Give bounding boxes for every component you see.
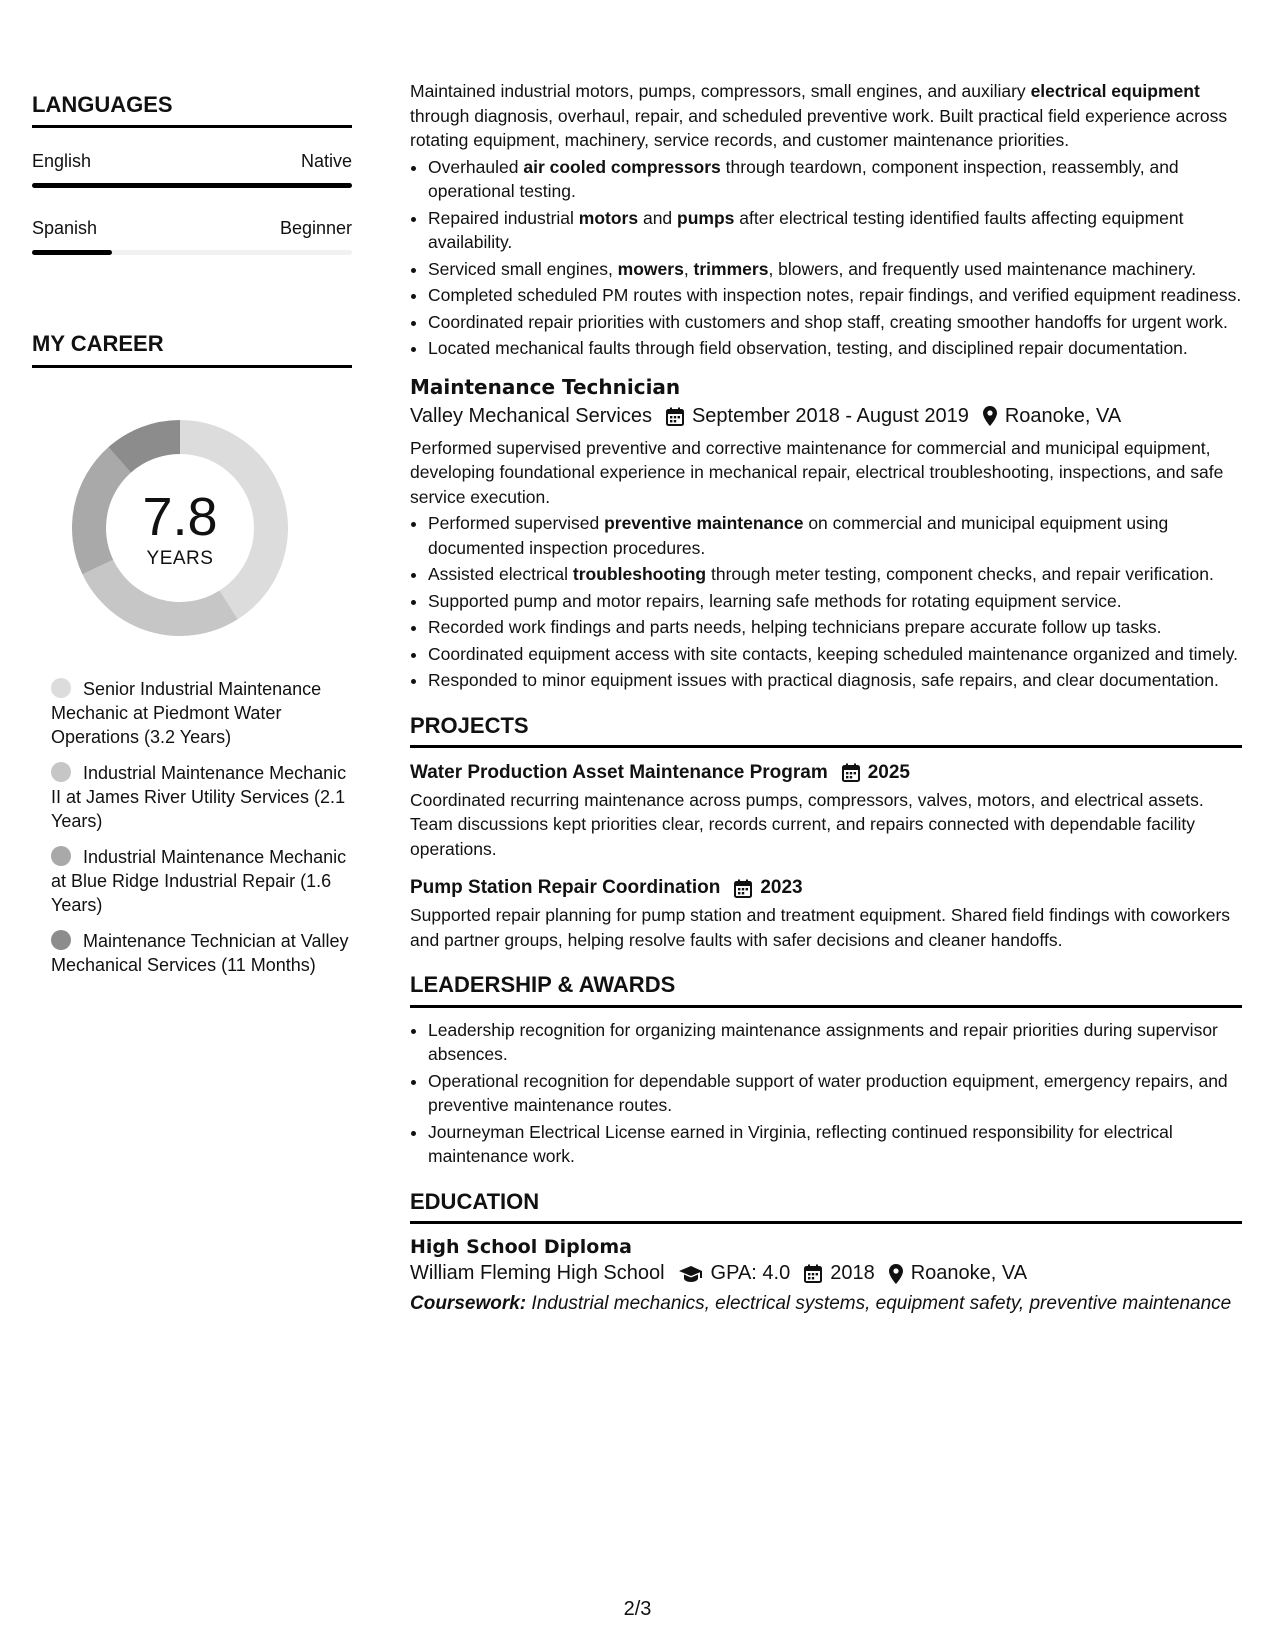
page-number: 2/3 (623, 1598, 652, 1620)
leadership-item: • Operational recognition for dependable support of water production equipment, emergency repairs, and preventive maintenance routes. (428, 1069, 1242, 1118)
job-bullets (410, 155, 1242, 361)
career-legend-item: Industrial Maintenance Mechanic at Blue Ridge Industrial Repair (1.6 Years) (51, 846, 347, 915)
leadership-item: • Journeyman Electrical License earned in Virginia, reflecting continued responsibility for electrical maintenance work. (428, 1120, 1242, 1169)
career-legend (51, 677, 352, 977)
job-title: Maintenance Technician (410, 374, 681, 399)
job-meta (410, 405, 1242, 428)
language-item (32, 218, 352, 255)
left-column (32, 92, 352, 989)
school-name: William Fleming High School (410, 1262, 665, 1285)
job-summary: Performed supervised preventive and corrective maintenance for commercial and municipal equipment, developing foundational experience in mechanical repair, electrical troubleshooting, inspections, and safe service execution. (410, 437, 1224, 507)
projects-title: PROJECTS (410, 712, 529, 738)
project-item (410, 877, 1242, 952)
project-description: Supported repair planning for pump station and treatment equipment. Shared field findings with coworkers and partner groups, helping resolve faults with safer decisions and cleaner handoffs. (410, 905, 1231, 950)
right-column (410, 79, 1242, 1316)
job-dates: September 2018 - August 2019 (691, 404, 969, 427)
coursework-text: Industrial mechanics, electrical systems, equipment safety, preventive maintenance (526, 1293, 1232, 1315)
coursework-label: Coursework: (410, 1293, 527, 1315)
career-total-years: 7.8 (142, 486, 218, 547)
project-year: 2025 (867, 761, 911, 783)
leadership-divider (410, 1005, 1242, 1008)
bullet-item: • Assisted electrical troubleshooting through meter testing, component checks, and repair verification. (428, 562, 1242, 587)
language-level-bar (32, 250, 352, 255)
location-pin-icon (889, 1264, 903, 1284)
coursework (410, 1291, 1242, 1316)
company-name: Valley Mechanical Services (410, 404, 652, 427)
career-legend-item: Senior Industrial Maintenance Mechanic at Piedmont Water Operations (3.2 Years) (51, 678, 322, 747)
bullet-item: • Completed scheduled PM routes with inspection notes, repair findings, and verified equipment readiness. (428, 283, 1242, 308)
job-summary: Maintained industrial motors, pumps, compressors, small engines, and auxiliary electrical equipment through diagnosis, overhaul, repair, and scheduled preventive work. Built practical field experience across rotating equipment, machinery, service records, and customer maintenance priorities. (410, 81, 1228, 150)
project-year: 2023 (760, 877, 803, 899)
projects-divider (410, 745, 1242, 748)
location-pin-icon (983, 406, 997, 426)
career-title: MY CAREER (32, 331, 164, 357)
education-divider (410, 1221, 1242, 1224)
project-description: Coordinated recurring maintenance across pumps, compressors, valves, motors, and electrical assets. Team discussions kept priorities clear, records current, and repairs connected with dependable facility operations. (410, 789, 1204, 859)
project-name: Pump Station Repair Coordination (410, 877, 721, 899)
calendar-icon (666, 407, 684, 426)
bullet-item: • Coordinated equipment access with site contacts, keeping scheduled maintenance organized and timely. (428, 642, 1242, 667)
leadership-item: • Leadership recognition for organizing maintenance assignments and repair priorities during supervisor absences. (428, 1018, 1242, 1067)
calendar-icon (842, 763, 860, 782)
legend-dot-icon (51, 678, 71, 698)
leadership-title: LEADERSHIP & AWARDS (410, 972, 676, 998)
bullet-item: • Responded to minor equipment issues with practical diagnosis, safe repairs, and clear documentation. (428, 668, 1242, 693)
job-location: Roanoke, VA (1004, 404, 1122, 427)
education-meta (410, 1262, 1242, 1285)
languages-divider (32, 125, 352, 128)
degree-name: High School Diploma (410, 1236, 632, 1259)
leadership-list (410, 1018, 1242, 1169)
bullet-item: • Overhauled air cooled compressors through teardown, component inspection, reassembly, and operational testing. (428, 155, 1242, 204)
bullet-item: • Recorded work findings and parts needs, helping technicians prepare accurate follow up tasks. (428, 615, 1242, 640)
bullet-item: • Serviced small engines, mowers, trimmers, blowers, and frequently used maintenance machinery. (428, 257, 1242, 282)
gpa: GPA: 4.0 (710, 1262, 791, 1285)
project-name: Water Production Asset Maintenance Program (410, 761, 828, 783)
job-bullets (410, 511, 1242, 693)
language-name: Spanish (32, 218, 98, 239)
graduation-year: 2018 (830, 1262, 875, 1285)
languages-title: LANGUAGES (32, 92, 173, 117)
bullet-item: • Located mechanical faults through field observation, testing, and disciplined repair documentation. (428, 336, 1242, 361)
bullet-item: • Supported pump and motor repairs, learning safe methods for rotating equipment service. (428, 589, 1242, 614)
career-donut-chart (65, 413, 295, 643)
legend-dot-icon (51, 762, 71, 782)
career-divider (32, 365, 352, 368)
career-legend-item: Maintenance Technician at Valley Mechanical Services (11 Months) (51, 930, 349, 975)
graduation-cap-icon (679, 1265, 703, 1283)
language-item (32, 151, 352, 188)
language-level-bar (32, 183, 352, 188)
school-location: Roanoke, VA (910, 1262, 1028, 1285)
bullet-item: • Coordinated repair priorities with customers and shop staff, creating smoother handoffs for urgent work. (428, 310, 1242, 335)
career-years-unit: YEARS (146, 547, 214, 569)
language-level: Native (300, 151, 352, 172)
bullet-item: • Performed supervised preventive maintenance on commercial and municipal equipment using documented inspection procedures. (428, 511, 1242, 560)
calendar-icon (734, 879, 752, 898)
language-level: Beginner (279, 218, 352, 239)
language-name: English (32, 151, 92, 172)
career-legend-item: Industrial Maintenance Mechanic II at James River Utility Services (2.1 Years) (51, 762, 347, 831)
legend-dot-icon (51, 930, 71, 950)
bullet-item: • Repaired industrial motors and pumps after electrical testing identified faults affecting equipment availability. (428, 206, 1242, 255)
calendar-icon (804, 1264, 822, 1283)
project-item (410, 762, 1242, 862)
education-title: EDUCATION (410, 1188, 540, 1214)
legend-dot-icon (51, 846, 71, 866)
